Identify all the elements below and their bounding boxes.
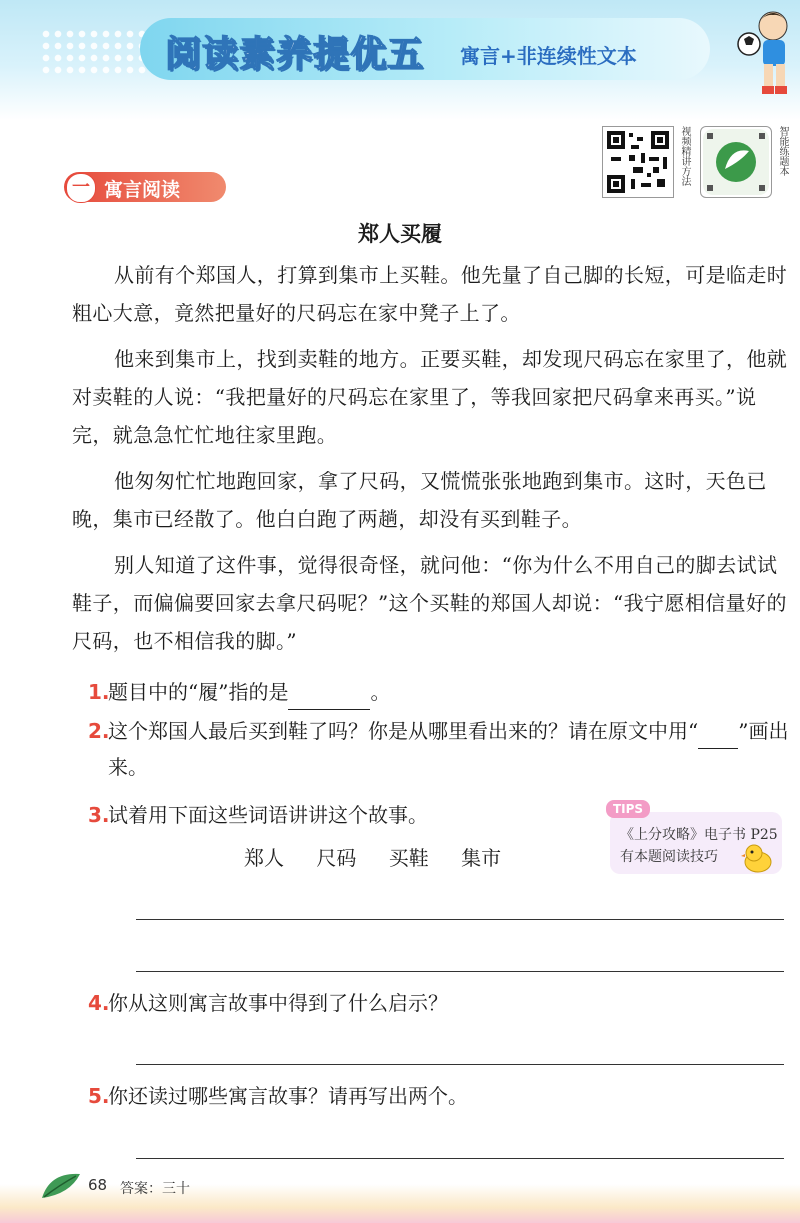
header-dot-pattern [40, 28, 150, 78]
question-text: 试着用下面这些词语讲讲这个故事。 [108, 803, 428, 827]
question-text-end: ”画出来。 [108, 719, 789, 779]
keyword: 买鞋 [388, 846, 429, 870]
question-text: 你还读过哪些寓言故事？请再写出两个。 [108, 1084, 468, 1108]
answer-line[interactable] [136, 971, 784, 972]
passage-paragraph: 别人知道了这件事，觉得很奇怪，就问他：“你为什么不用自己的脚去试试鞋子，而偏偏要回家去拿尺码呢？”这个买鞋的郑国人却说：“我宁愿相信量好的尺码，也不相信我的脚。” [72, 553, 787, 653]
question-number: 5. [88, 1084, 110, 1108]
passage-title: 郑人买履 [358, 222, 442, 246]
qr-caption-practice: 智能练题本 [777, 126, 788, 176]
tips-text-line1: 《上分攻略》电子书 P25 [620, 827, 778, 843]
page-subtitle: 寓言+非连续性文本 [460, 44, 637, 68]
question-number: 4. [88, 991, 110, 1015]
section-title: 寓言阅读 [104, 179, 181, 201]
qr-caption-video: 视频精讲方法 [679, 126, 690, 186]
question-number: 3. [88, 803, 110, 827]
chick-icon [740, 842, 774, 874]
answer-blank[interactable] [288, 685, 370, 710]
keyword-list [244, 842, 527, 871]
question-4 [88, 985, 798, 1021]
page-title: 阅读素养提优五 [165, 34, 425, 75]
question-number: 1. [88, 680, 110, 704]
section-number: 一 [66, 173, 96, 203]
tips-badge: TIPS [606, 800, 650, 818]
passage-paragraph: 他匆匆忙忙地跑回家，拿了尺码，又慌慌张张地跑到集市。这时，天色已晚，集市已经散了。他白白跑了两趟，却没有买到鞋子。 [72, 469, 767, 531]
question-text-end: 。 [370, 680, 391, 704]
keyword: 集市 [461, 846, 502, 870]
passage-paragraph: 他来到集市上，找到卖鞋的地方。正要买鞋，却发现尺码忘在家里了，他就对卖鞋的人说：“我把量好的尺码忘在家里了，等我回家把尺码拿来再买。”说完，就急急忙忙地往家里跑。 [72, 347, 788, 447]
keyword: 郑人 [244, 846, 284, 870]
answer-key: 答案：三十 [120, 1181, 190, 1197]
question-1 [88, 674, 798, 710]
page-number: 68 [88, 1176, 108, 1194]
underline-sample [698, 724, 738, 749]
leaf-icon [40, 1168, 84, 1202]
soccer-kid-illustration [735, 2, 797, 112]
answer-line[interactable] [136, 1158, 784, 1159]
question-text: 这个郑国人最后买到鞋了吗？你是从哪里看出来的？请在原文中用“ [108, 719, 699, 743]
tips-text-line2: 有本题阅读技巧 [620, 849, 718, 865]
qr-code-video[interactable] [602, 126, 674, 198]
question-text: 题目中的“履”指的是 [108, 680, 289, 704]
question-5 [88, 1078, 798, 1114]
passage-paragraph: 从前有个郑国人，打算到集市上买鞋。他先量了自己脚的长短，可是临走时粗心大意，竟然把量好的尺码忘在家中凳子上了。 [72, 263, 788, 325]
question-text: 你从这则寓言故事中得到了什么启示？ [108, 991, 448, 1015]
qr-code-practice[interactable] [700, 126, 772, 198]
question-2 [88, 713, 798, 785]
question-number: 2. [88, 719, 110, 743]
answer-line[interactable] [136, 1064, 784, 1065]
answer-line[interactable] [136, 919, 784, 920]
keyword: 尺码 [316, 846, 357, 870]
